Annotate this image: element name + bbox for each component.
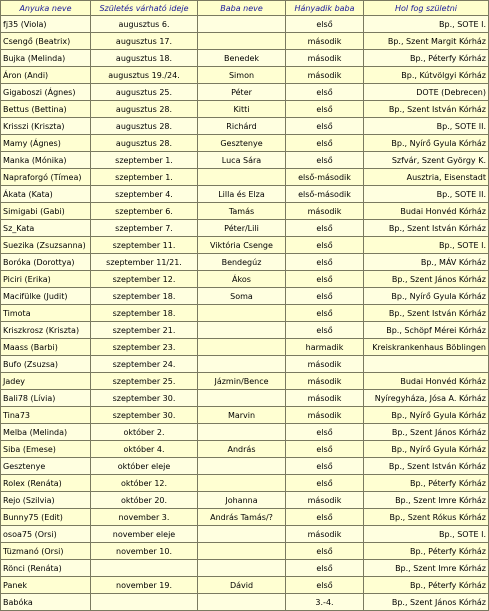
birth-order-cell: második (286, 390, 364, 407)
baby-name-cell: Péter (198, 84, 286, 101)
table-row (1, 67, 489, 84)
table-row (1, 594, 489, 611)
mother-name-cell: Melba (Melinda) (1, 424, 91, 441)
birth-order-cell: első (286, 220, 364, 237)
baby-name-cell: Johanna (198, 492, 286, 509)
due-date-cell: szeptember 21. (91, 322, 198, 339)
table-row (1, 16, 489, 33)
due-date-cell: augusztus 28. (91, 135, 198, 152)
birth-order-cell: első (286, 441, 364, 458)
baby-name-cell (198, 475, 286, 492)
mother-name-cell: Ákata (Kata) (1, 186, 91, 203)
birth-order-cell: első (286, 152, 364, 169)
birth-place-cell: Ausztria, Eisenstadt (364, 169, 489, 186)
table-row (1, 475, 489, 492)
baby-name-cell: Richárd (198, 118, 286, 135)
table-row (1, 322, 489, 339)
mother-name-cell: Panek (1, 577, 91, 594)
birth-place-cell: Kreiskrankenhaus Böblingen (364, 339, 489, 356)
mother-name-cell: Rolex (Renáta) (1, 475, 91, 492)
table-row (1, 526, 489, 543)
baby-name-cell: Ákos (198, 271, 286, 288)
table-row (1, 458, 489, 475)
birth-place-cell (364, 356, 489, 373)
birth-place-cell: Szfvár, Szent György K. (364, 152, 489, 169)
header-row (1, 1, 489, 16)
due-date-cell: szeptember 11/21. (91, 254, 198, 271)
baby-name-cell (198, 390, 286, 407)
birth-order-cell: első (286, 101, 364, 118)
baby-name-cell (198, 526, 286, 543)
header-birth-place: Hol fog születni (364, 1, 489, 16)
mother-name-cell: Bujka (Melinda) (1, 50, 91, 67)
baby-name-cell: Bendegúz (198, 254, 286, 271)
mother-name-cell: Bufo (Zsuzsa) (1, 356, 91, 373)
baby-name-cell (198, 424, 286, 441)
table-row (1, 543, 489, 560)
due-date-cell: szeptember 1. (91, 152, 198, 169)
table-row (1, 135, 489, 152)
due-date-cell: szeptember 23. (91, 339, 198, 356)
due-date-cell: november 10. (91, 543, 198, 560)
birth-order-cell: első (286, 237, 364, 254)
due-date-cell: szeptember 1. (91, 169, 198, 186)
birth-order-cell: első (286, 560, 364, 577)
mother-name-cell: Gesztenye (1, 458, 91, 475)
table-row (1, 305, 489, 322)
due-date-cell: október 12. (91, 475, 198, 492)
birth-place-cell: Budai Honvéd Kórház (364, 203, 489, 220)
birth-order-cell: második (286, 203, 364, 220)
mother-name-cell: Tina73 (1, 407, 91, 424)
table-row (1, 339, 489, 356)
due-date-cell (91, 560, 198, 577)
baby-name-cell (198, 322, 286, 339)
due-date-cell: október 4. (91, 441, 198, 458)
table-row (1, 509, 489, 526)
birth-place-cell: Bp., Szent István Kórház (364, 305, 489, 322)
birth-place-cell: Bp., Péterfy Kórház (364, 577, 489, 594)
baby-name-cell: Soma (198, 288, 286, 305)
table-row (1, 101, 489, 118)
mother-name-cell: Piciri (Erika) (1, 271, 91, 288)
baby-name-cell: Dávid (198, 577, 286, 594)
birth-order-cell: első-második (286, 186, 364, 203)
baby-name-cell: András (198, 441, 286, 458)
birth-place-cell: Bp., SOTE I. (364, 16, 489, 33)
baby-name-cell (198, 543, 286, 560)
birth-place-cell: Bp., Nyírő Gyula Kórház (364, 288, 489, 305)
table-row (1, 407, 489, 424)
birth-order-cell: második (286, 407, 364, 424)
birth-order-cell: második (286, 492, 364, 509)
birth-order-cell: második (286, 67, 364, 84)
birth-place-cell: Bp., SOTE I. (364, 237, 489, 254)
due-date-cell: november eleje (91, 526, 198, 543)
birth-order-cell: második (286, 373, 364, 390)
birth-order-cell: első (286, 475, 364, 492)
birth-place-cell: Bp., Szent Rókus Kórház (364, 509, 489, 526)
mother-name-cell: Bali78 (Lívia) (1, 390, 91, 407)
table-row (1, 50, 489, 67)
due-date-cell (91, 594, 198, 611)
table-row (1, 254, 489, 271)
mother-name-cell: Jadey (1, 373, 91, 390)
birth-order-cell: első (286, 305, 364, 322)
due-date-cell: november 19. (91, 577, 198, 594)
due-date-cell: augusztus 17. (91, 33, 198, 50)
birth-order-cell: második (286, 33, 364, 50)
mother-name-cell: Áron (Andi) (1, 67, 91, 84)
due-date-cell: augusztus 6. (91, 16, 198, 33)
header-due-date: Születés várható ideje (91, 1, 198, 16)
birth-place-cell: Bp., SOTE II. (364, 186, 489, 203)
mother-name-cell: Suezika (Zsuzsanna) (1, 237, 91, 254)
mother-name-cell: Mamy (Ágnes) (1, 135, 91, 152)
due-date-cell: szeptember 30. (91, 390, 198, 407)
table-row (1, 373, 489, 390)
birth-order-cell: első (286, 135, 364, 152)
table-body (1, 16, 489, 611)
birth-place-cell: DOTE (Debrecen) (364, 84, 489, 101)
birth-order-cell: első (286, 288, 364, 305)
baby-name-cell: Tamás (198, 203, 286, 220)
baby-name-cell: Marvin (198, 407, 286, 424)
birth-place-cell: Bp., Nyírő Gyula Kórház (364, 441, 489, 458)
table-row (1, 424, 489, 441)
baby-name-cell (198, 169, 286, 186)
birth-place-cell: Bp., Péterfy Kórház (364, 543, 489, 560)
due-date-cell: szeptember 18. (91, 305, 198, 322)
baby-name-cell: Péter/Lili (198, 220, 286, 237)
baby-name-cell: Simon (198, 67, 286, 84)
baby-name-cell (198, 16, 286, 33)
table-row (1, 356, 489, 373)
baby-name-cell: András Tamás/? (198, 509, 286, 526)
birth-place-cell: Bp., Szent János Kórház (364, 594, 489, 611)
baby-name-cell (198, 594, 286, 611)
table-row (1, 390, 489, 407)
birth-place-cell: Bp., SOTE I. (364, 526, 489, 543)
table-row (1, 288, 489, 305)
due-date-cell: szeptember 25. (91, 373, 198, 390)
header-birth-order: Hányadik baba (286, 1, 364, 16)
birth-order-cell: első (286, 254, 364, 271)
table-row (1, 152, 489, 169)
baby-name-cell (198, 356, 286, 373)
birth-order-cell: első (286, 424, 364, 441)
birth-place-cell: Bp., Szent Imre Kórház (364, 492, 489, 509)
table-row (1, 220, 489, 237)
table-row (1, 560, 489, 577)
birth-order-cell: első (286, 322, 364, 339)
birth-order-cell: első (286, 118, 364, 135)
birth-place-cell: Budai Honvéd Kórház (364, 373, 489, 390)
birth-place-cell: Bp., Szent István Kórház (364, 458, 489, 475)
due-date-cell: szeptember 11. (91, 237, 198, 254)
birth-place-cell: Bp., Péterfy Kórház (364, 50, 489, 67)
due-date-cell: szeptember 6. (91, 203, 198, 220)
baby-name-cell: Lilla és Elza (198, 186, 286, 203)
birth-place-cell: Bp., Szent István Kórház (364, 101, 489, 118)
mother-name-cell: Rönci (Renáta) (1, 560, 91, 577)
mother-name-cell: Krisszi (Kriszta) (1, 118, 91, 135)
mother-name-cell: Maass (Barbi) (1, 339, 91, 356)
table-row (1, 33, 489, 50)
mother-name-cell: Manka (Mónika) (1, 152, 91, 169)
table-row (1, 271, 489, 288)
birth-place-cell: Bp., Kútvölgyi Kórház (364, 67, 489, 84)
birth-place-cell: Bp., Szent István Kórház (364, 220, 489, 237)
table-row (1, 186, 489, 203)
header-mother-name: Anyuka neve (1, 1, 91, 16)
birth-order-cell: első (286, 509, 364, 526)
baby-name-cell: Viktória Csenge (198, 237, 286, 254)
mother-name-cell: Timota (1, 305, 91, 322)
birth-place-cell: Bp., SOTE II. (364, 118, 489, 135)
table-row (1, 169, 489, 186)
birth-order-cell: első-második (286, 169, 364, 186)
birth-order-cell: 3.-4. (286, 594, 364, 611)
baby-name-cell (198, 33, 286, 50)
baby-name-cell (198, 339, 286, 356)
birth-place-cell: Bp., Nyírő Gyula Kórház (364, 407, 489, 424)
birth-place-cell: Bp., MÁV Kórház (364, 254, 489, 271)
header-baby-name: Baba neve (198, 1, 286, 16)
mother-name-cell: Babóka (1, 594, 91, 611)
mother-name-cell: Boróka (Dorottya) (1, 254, 91, 271)
due-date-cell: augusztus 28. (91, 118, 198, 135)
baby-name-cell (198, 458, 286, 475)
due-date-cell: augusztus 28. (91, 101, 198, 118)
baby-name-cell: Gesztenye (198, 135, 286, 152)
table-row (1, 203, 489, 220)
birth-place-cell: Bp., Schöpf Mérei Kórház (364, 322, 489, 339)
mother-name-cell: Bunny75 (Edit) (1, 509, 91, 526)
baby-name-cell (198, 305, 286, 322)
mother-name-cell: Gigaboszi (Ágnes) (1, 84, 91, 101)
due-date-cell: szeptember 18. (91, 288, 198, 305)
birth-order-cell: második (286, 526, 364, 543)
table-row (1, 237, 489, 254)
mother-name-cell: Bettus (Bettina) (1, 101, 91, 118)
birth-order-cell: harmadik (286, 339, 364, 356)
birth-place-cell: Bp., Szent Margit Kórház (364, 33, 489, 50)
due-date-cell: november 3. (91, 509, 198, 526)
due-date-cell: október 2. (91, 424, 198, 441)
mother-name-cell: Simigabi (Gabi) (1, 203, 91, 220)
birth-order-cell: második (286, 356, 364, 373)
mother-name-cell: fj35 (Viola) (1, 16, 91, 33)
birth-order-cell: első (286, 577, 364, 594)
due-date-cell: szeptember 30. (91, 407, 198, 424)
birth-order-cell: első (286, 271, 364, 288)
baby-name-cell (198, 560, 286, 577)
mother-name-cell: Csengő (Beatrix) (1, 33, 91, 50)
mother-name-cell: Tüzmanó (Orsi) (1, 543, 91, 560)
birth-order-cell: első (286, 543, 364, 560)
birth-order-cell: első (286, 458, 364, 475)
birth-place-cell: Bp., Szent Imre Kórház (364, 560, 489, 577)
table-row (1, 84, 489, 101)
mother-name-cell: Rejo (Szilvia) (1, 492, 91, 509)
due-date-cell: szeptember 7. (91, 220, 198, 237)
baby-name-cell: Kitti (198, 101, 286, 118)
due-date-cell: augusztus 18. (91, 50, 198, 67)
table-row (1, 492, 489, 509)
due-date-cell: augusztus 19./24. (91, 67, 198, 84)
birth-order-cell: első (286, 84, 364, 101)
baby-name-cell: Luca Sára (198, 152, 286, 169)
due-date-cell: október eleje (91, 458, 198, 475)
due-date-cell: szeptember 12. (91, 271, 198, 288)
birth-place-cell: Nyíregyháza, Jósa A. Kórház (364, 390, 489, 407)
mother-name-cell: Napraforgó (Tímea) (1, 169, 91, 186)
birth-place-cell: Bp., Szent János Kórház (364, 271, 489, 288)
birth-place-cell: Bp., Péterfy Kórház (364, 475, 489, 492)
mother-name-cell: osoa75 (Orsi) (1, 526, 91, 543)
mother-name-cell: Kriszkrosz (Kriszta) (1, 322, 91, 339)
due-date-cell: augusztus 25. (91, 84, 198, 101)
birth-order-cell: első (286, 16, 364, 33)
due-date-cell: október 20. (91, 492, 198, 509)
mother-name-cell: Macifülke (Judit) (1, 288, 91, 305)
table-row (1, 118, 489, 135)
mother-name-cell: Siba (Emese) (1, 441, 91, 458)
birth-place-cell: Bp., Szent János Kórház (364, 424, 489, 441)
due-date-cell: szeptember 4. (91, 186, 198, 203)
table-row (1, 577, 489, 594)
mother-name-cell: Sz_Kata (1, 220, 91, 237)
table-row (1, 441, 489, 458)
due-date-cell: szeptember 24. (91, 356, 198, 373)
birth-place-cell: Bp., Nyírő Gyula Kórház (364, 135, 489, 152)
baby-name-cell: Benedek (198, 50, 286, 67)
baby-name-cell: Jázmin/Bence (198, 373, 286, 390)
birth-order-cell: második (286, 50, 364, 67)
